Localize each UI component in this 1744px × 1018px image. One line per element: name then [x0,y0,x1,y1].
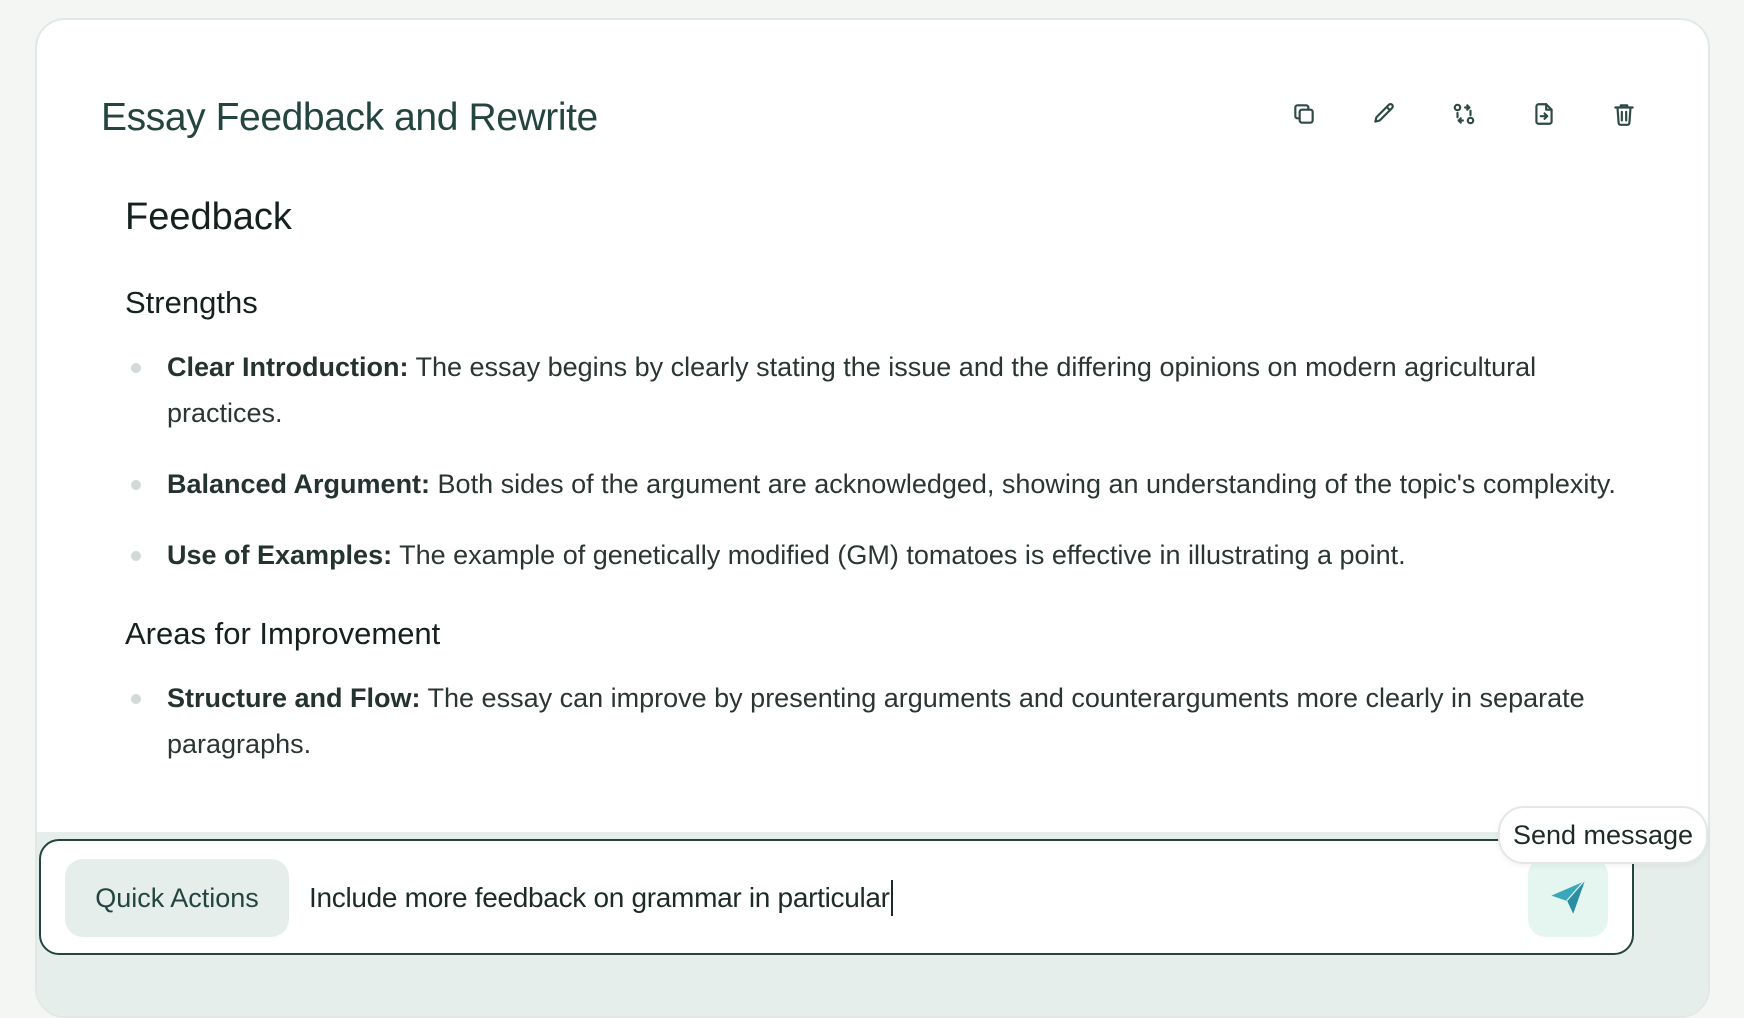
document-toolbar [1284,94,1644,134]
delete-icon [1611,101,1637,127]
document-header [101,76,1644,168]
list-item [125,532,1655,578]
improvement-list [125,675,1655,767]
delete-button[interactable] [1604,94,1644,134]
item-label: Structure and Flow: [167,683,421,713]
regenerate-icon [1451,101,1477,127]
list-item [125,344,1655,436]
message-input-value: Include more feedback on grammar in particular [309,882,890,913]
item-label: Balanced Argument: [167,469,431,499]
item-text: The essay begins by clearly stating the issue and the differing opinions on modern agricultural practices. [167,352,1537,428]
feedback-content [125,178,1655,792]
edit-icon [1371,101,1397,127]
message-input[interactable] [309,859,1489,937]
list-item [125,675,1655,767]
quick-actions-button[interactable]: Quick Actions [65,859,289,937]
export-icon [1531,101,1557,127]
edit-button[interactable] [1364,94,1404,134]
feedback-heading: Feedback [125,196,292,238]
copy-button[interactable] [1284,94,1324,134]
item-text: The example of genetically modified (GM) tomatoes is effective in illustrating a point. [392,540,1406,570]
send-icon [1547,876,1589,918]
strengths-list [125,344,1655,578]
document-title: Essay Feedback and Rewrite [101,96,598,139]
item-label: Clear Introduction: [167,352,409,382]
text-caret [891,880,893,916]
send-button[interactable] [1528,857,1608,937]
copy-icon [1291,101,1317,127]
list-item [125,461,1655,507]
strengths-heading: Strengths [125,285,258,320]
item-text: Both sides of the argument are acknowledged, showing an understanding of the topic's complexity. [430,469,1616,499]
item-label: Use of Examples: [167,540,393,570]
export-button[interactable] [1524,94,1564,134]
send-tooltip: Send message [1498,806,1708,864]
message-composer [39,839,1634,955]
item-text: The essay can improve by presenting arguments and counterarguments more clearly in separate paragraphs. [167,683,1585,759]
improvement-heading: Areas for Improvement [125,616,441,651]
regenerate-button[interactable] [1444,94,1484,134]
